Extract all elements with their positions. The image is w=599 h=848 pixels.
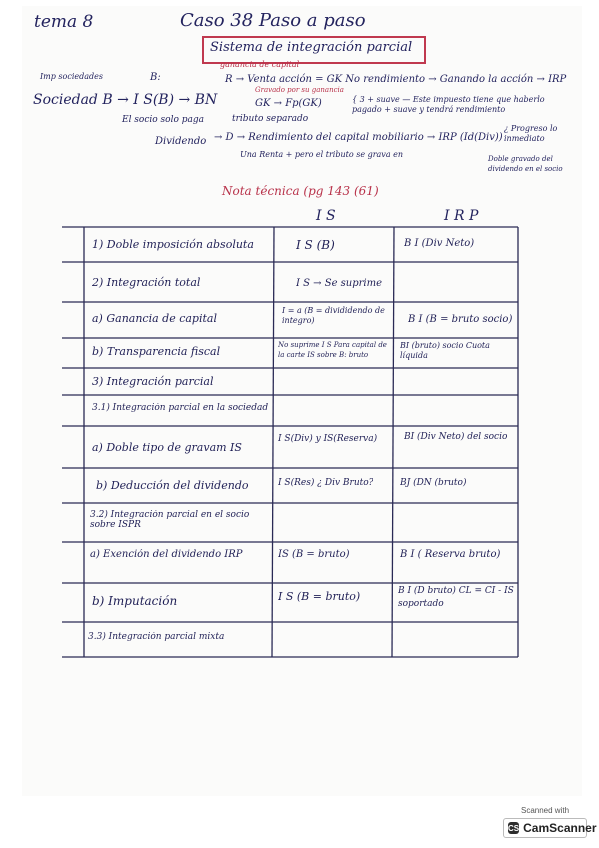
tributo-note: tributo separado <box>232 114 309 124</box>
r-line: R → Venta acción = GK No rendimiento → Ganando la acción → IRP <box>225 74 567 85</box>
paper-sheet <box>22 6 582 796</box>
table-row-11-is: I S (B = bruto) <box>278 590 361 603</box>
table-row-1-irp: B I (Div Neto) <box>404 238 475 249</box>
d-line: → D → Rendimiento del capital mobiliario → IRP (Id(Div)) <box>214 132 503 143</box>
table-row-11-concept: b) Imputación <box>92 594 178 608</box>
tema-heading: tema 8 <box>34 12 94 32</box>
table-row-5-concept: 3) Integración parcial <box>92 375 214 388</box>
una-renta-note: Una Renta + pero el tributo se grava en <box>240 150 404 159</box>
table-row-10-irp: B I ( Reserva bruto) <box>400 549 501 560</box>
table-row-10-is: IS (B = bruto) <box>278 549 350 560</box>
table-row-12-concept: 3.3) Integración parcial mixta <box>88 632 225 642</box>
imp-sociedades-note: Imp sociedades <box>40 72 103 81</box>
table-row-2-concept: 2) Integración total <box>92 276 201 289</box>
table-row-8-is: I S(Res) ¿ Div Bruto? <box>278 478 374 488</box>
table-row-4-is: No suprime I S Para capital de la carte IS sobre B: bruto <box>278 341 387 359</box>
camscanner-logo-icon: CS <box>508 823 520 833</box>
gk-line: GK → Fp(GK) <box>255 98 322 109</box>
col-header-is: I S <box>316 208 336 224</box>
table-row-9-concept: 3.2) Integración parcial en el socio sobre ISPR <box>90 510 250 530</box>
table-row-6-concept: 3.1) Integración parcial en la sociedad <box>92 403 269 413</box>
table-row-7-irp: BI (Div Neto) del socio <box>404 432 508 442</box>
table-row-3-concept: a) Ganancia de capital <box>92 312 217 325</box>
b-label: B: <box>150 72 161 83</box>
col-header-irp: I R P <box>444 208 479 224</box>
socio-note: El socio solo paga <box>122 115 204 125</box>
dividendo-label: Dividendo <box>155 136 207 147</box>
camscanner-stamp <box>503 806 597 844</box>
table-row-1-concept: 1) Doble imposición absoluta <box>92 238 254 251</box>
table-row-7-is: I S(Div) y IS(Reserva) <box>278 434 378 444</box>
scanned-with-text: Scanned with <box>520 806 570 815</box>
table-row-10-concept: a) Exención del dividendo IRP <box>90 549 243 560</box>
ganando-note: Gravado por su ganancia <box>255 86 344 94</box>
table-row-4-concept: b) Transparencia fiscal <box>92 345 221 358</box>
table-row-3-is: I = a (B = divididendo de integro) <box>282 306 385 325</box>
caso-heading: Caso 38 Paso a paso <box>180 10 366 31</box>
table-row-1-is: I S (B) <box>296 238 335 252</box>
table-row-11-irp: B I (D bruto) CL = CI - IS soportado <box>398 586 514 609</box>
pregunta-note: ¿ Progreso lo inmediato <box>504 124 558 143</box>
table-row-3-irp: B I (B = bruto socio) <box>408 314 513 325</box>
ganancia-note: ganancia de capital <box>220 60 300 69</box>
nota-tecnica: Nota técnica (pg 143 (61) <box>222 184 379 198</box>
gk-desc: { 3 + suave — Este impuesto tiene que haberlo pagado + suave y tendrá rendimiento <box>352 95 545 114</box>
camscanner-brand: CamScanner <box>523 821 597 835</box>
box-title: Sistema de integración parcial <box>210 40 413 55</box>
flow-main: Sociedad B → I S(B) → BN <box>33 92 218 108</box>
doble-note: Doble gravado del dividendo en el socio <box>488 155 563 173</box>
camscanner-badge <box>503 818 597 838</box>
table-row-8-irp: BJ (DN (bruto) <box>400 478 467 488</box>
table-row-2-is: I S → Se suprime <box>296 278 383 289</box>
table-row-8-concept: b) Deducción del dividendo <box>96 479 249 492</box>
table-row-4-irp: BI (bruto) socio Cuota líquida <box>400 341 490 360</box>
table-row-7-concept: a) Doble tipo de gravam IS <box>92 441 242 454</box>
